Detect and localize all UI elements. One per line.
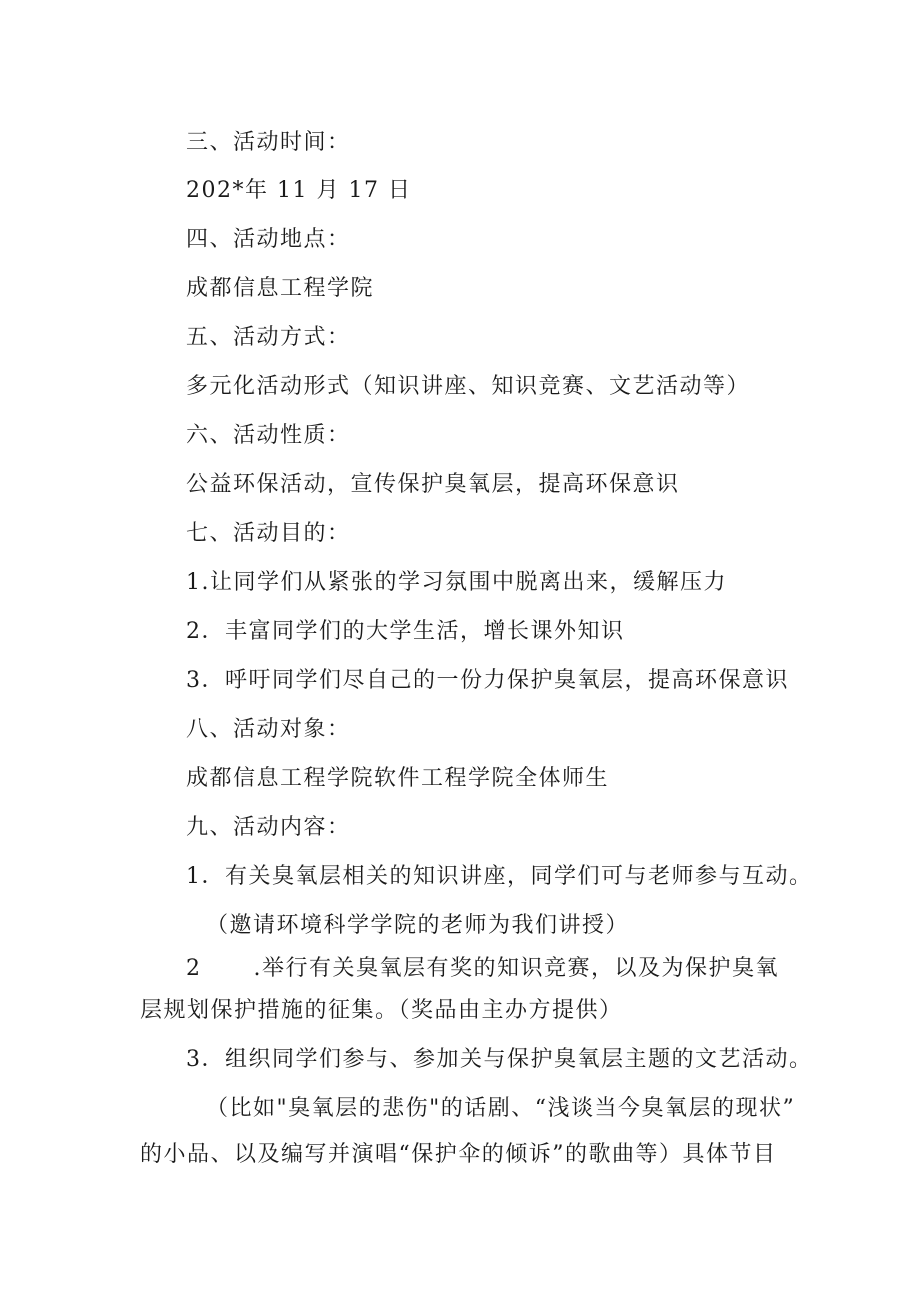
content-item-2-text: .举行有关臭氧层有奖的知识竞赛，以及为保护臭氧 [253,956,779,981]
heading-activity-time: 三、活动时间： [186,130,351,155]
activity-nature: 公益环保活动，宣传保护臭氧层，提高环保意识 [186,472,680,497]
content-item-3-continued: 的小品、以及编写并演唱“保护伞的倾诉”的歌曲等）具体节目 [140,1142,777,1167]
content-item-2 [186,954,779,984]
content-item-2-continued: 层规划保护措施的征集。（奖品由主办方提供） [140,998,623,1023]
heading-activity-method: 五、活动方式： [186,325,351,350]
activity-method: 多元化活动形式（知识讲座、知识竞赛、文艺活动等） [186,374,751,399]
heading-activity-purpose: 七、活动目的： [186,521,351,546]
activity-date: 202*年 11 月 17 日 [186,178,412,203]
heading-activity-nature: 六、活动性质： [186,423,351,448]
content-item-1: 1．有关臭氧层相关的知识讲座，同学们可与老师参与互动。 [186,864,813,889]
purpose-item-3: 3．呼吁同学们尽自己的一份力保护臭氧层，提高环保意识 [186,668,789,693]
purpose-item-1: 1.让同学们从紧张的学习氛围中脱离出来，缓解压力 [186,570,727,595]
content-item-2-number: 2 [186,956,202,981]
heading-activity-location: 四、活动地点： [186,227,351,252]
heading-activity-target: 八、活动对象： [186,717,351,742]
content-item-3-note: （比如"臭氧层的悲伤"的话剧、“浅谈当今臭氧层的现状” [206,1096,796,1121]
content-item-1-note: （邀请环境科学学院的老师为我们讲授） [206,913,630,938]
activity-target: 成都信息工程学院软件工程学院全体师生 [186,766,610,791]
activity-location: 成都信息工程学院 [186,276,375,301]
heading-activity-content: 九、活动内容： [186,815,351,840]
purpose-item-2: 2．丰富同学们的大学生活，增长课外知识 [186,619,625,644]
content-item-3: 3．组织同学们参与、参加关与保护臭氧层主题的文艺活动。 [186,1047,813,1072]
